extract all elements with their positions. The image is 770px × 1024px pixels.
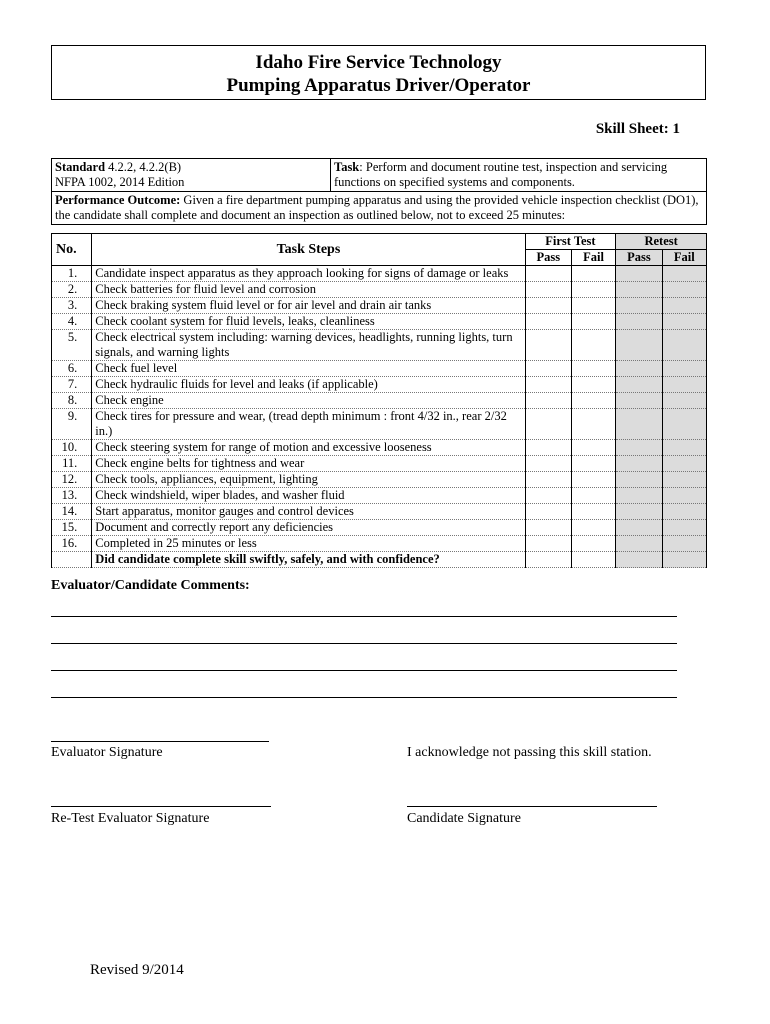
first-fail-cell[interactable] — [571, 520, 615, 536]
task-step: Check engine — [92, 393, 525, 409]
table-row — [52, 377, 707, 393]
title-box — [51, 45, 706, 100]
evaluator-signature-label: Evaluator Signature — [51, 745, 163, 760]
col-no-header: No. — [52, 234, 92, 266]
task-number: 9. — [52, 409, 92, 440]
task-number: 10. — [52, 440, 92, 456]
retest-fail-cell[interactable] — [662, 472, 706, 488]
first-pass-header: Pass — [525, 250, 571, 266]
task-label: Task — [334, 160, 360, 174]
comment-line[interactable] — [51, 616, 677, 617]
first-pass-cell[interactable] — [525, 361, 571, 377]
first-fail-cell[interactable] — [571, 409, 615, 440]
task-number: 7. — [52, 377, 92, 393]
retest-pass-cell[interactable] — [616, 330, 662, 361]
task-step: Check hydraulic fluids for level and leaks (if applicable) — [92, 377, 525, 393]
first-pass-cell[interactable] — [525, 520, 571, 536]
table-row — [52, 361, 707, 377]
first-fail-cell[interactable] — [571, 552, 615, 568]
task-number: 2. — [52, 282, 92, 298]
first-fail-cell[interactable] — [571, 314, 615, 330]
retest-pass-cell[interactable] — [616, 536, 662, 552]
outcome-value: Given a fire department pumping apparatus and using the provided vehicle inspection checklist (DO1), the candidate shall complete and document an inspection as outlined below, not to exceed 25 minutes: — [55, 193, 699, 222]
task-number: 15. — [52, 520, 92, 536]
retest-evaluator-signature-line[interactable] — [51, 806, 271, 807]
candidate-signature-label: Candidate Signature — [407, 811, 521, 826]
retest-pass-cell[interactable] — [616, 456, 662, 472]
table-row — [52, 488, 707, 504]
first-test-header: First Test — [525, 234, 616, 250]
task-number: 11. — [52, 456, 92, 472]
retest-pass-cell[interactable] — [616, 298, 662, 314]
table-row — [52, 393, 707, 409]
task-step: Check coolant system for fluid levels, leaks, cleanliness — [92, 314, 525, 330]
retest-fail-cell[interactable] — [662, 488, 706, 504]
comments-label: Evaluator/Candidate Comments: — [51, 578, 250, 593]
table-row — [52, 314, 707, 330]
table-row — [52, 440, 707, 456]
nfpa-edition: NFPA 1002, 2014 Edition — [55, 175, 185, 189]
retest-fail-cell[interactable] — [662, 282, 706, 298]
table-row — [52, 472, 707, 488]
first-pass-cell[interactable] — [525, 552, 571, 568]
first-fail-cell[interactable] — [571, 440, 615, 456]
first-pass-cell[interactable] — [525, 330, 571, 361]
retest-pass-cell[interactable] — [616, 377, 662, 393]
retest-pass-cell[interactable] — [616, 440, 662, 456]
standard-value: 4.2.2, 4.2.2(B) — [105, 160, 182, 174]
retest-fail-cell[interactable] — [662, 377, 706, 393]
first-fail-cell[interactable] — [571, 504, 615, 520]
retest-fail-cell[interactable] — [662, 361, 706, 377]
first-fail-cell[interactable] — [571, 266, 615, 282]
performance-outcome-cell — [52, 192, 707, 225]
task-number: 1. — [52, 266, 92, 282]
task-number: 3. — [52, 298, 92, 314]
first-fail-cell[interactable] — [571, 361, 615, 377]
first-pass-cell[interactable] — [525, 377, 571, 393]
final-question: Did candidate complete skill swiftly, safely, and with confidence? — [92, 552, 525, 568]
retest-fail-cell[interactable] — [662, 266, 706, 282]
task-step: Check steering system for range of motion and excessive looseness — [92, 440, 525, 456]
task-step: Check tires for pressure and wear, (tread depth minimum : front 4/32 in., rear 2/32 in.) — [92, 409, 525, 440]
table-row — [52, 536, 707, 552]
evaluator-signature-line[interactable] — [51, 741, 269, 742]
task-steps-table — [51, 233, 707, 568]
col-steps-header: Task Steps — [92, 234, 525, 266]
outcome-label: Performance Outcome: — [55, 193, 181, 207]
retest-pass-cell[interactable] — [616, 488, 662, 504]
first-pass-cell[interactable] — [525, 409, 571, 440]
retest-fail-header: Fail — [662, 250, 706, 266]
first-fail-cell[interactable] — [571, 472, 615, 488]
retest-fail-cell[interactable] — [662, 536, 706, 552]
first-fail-cell[interactable] — [571, 282, 615, 298]
task-number: 16. — [52, 536, 92, 552]
task-number: 6. — [52, 361, 92, 377]
table-row-final — [52, 552, 707, 568]
first-pass-cell[interactable] — [525, 266, 571, 282]
retest-header: Retest — [616, 234, 707, 250]
task-number: 4. — [52, 314, 92, 330]
first-pass-cell[interactable] — [525, 456, 571, 472]
first-fail-cell[interactable] — [571, 536, 615, 552]
candidate-signature-line[interactable] — [407, 806, 657, 807]
comment-line[interactable] — [51, 697, 677, 698]
task-number: 12. — [52, 472, 92, 488]
table-row — [52, 409, 707, 440]
revision-date: Revised 9/2014 — [90, 962, 184, 978]
retest-pass-cell[interactable] — [616, 520, 662, 536]
table-row — [52, 456, 707, 472]
task-number: 13. — [52, 488, 92, 504]
first-pass-cell[interactable] — [525, 298, 571, 314]
first-fail-header: Fail — [571, 250, 615, 266]
retest-evaluator-signature-label: Re-Test Evaluator Signature — [51, 811, 210, 826]
task-step: Check tools, appliances, equipment, lighting — [92, 472, 525, 488]
task-step: Check electrical system including: warning devices, headlights, running lights, turn signals, and warning lights — [92, 330, 525, 361]
first-fail-cell[interactable] — [571, 330, 615, 361]
task-number: 8. — [52, 393, 92, 409]
retest-pass-cell[interactable] — [616, 266, 662, 282]
task-step: Document and correctly report any deficiencies — [92, 520, 525, 536]
retest-fail-cell[interactable] — [662, 393, 706, 409]
comment-line[interactable] — [51, 670, 677, 671]
retest-fail-cell[interactable] — [662, 314, 706, 330]
retest-fail-cell[interactable] — [662, 552, 706, 568]
first-fail-cell[interactable] — [571, 298, 615, 314]
first-pass-cell[interactable] — [525, 488, 571, 504]
task-number-empty — [52, 552, 92, 568]
retest-pass-cell[interactable] — [616, 472, 662, 488]
retest-fail-cell[interactable] — [662, 456, 706, 472]
retest-fail-cell[interactable] — [662, 440, 706, 456]
table-row — [52, 298, 707, 314]
first-pass-cell[interactable] — [525, 472, 571, 488]
retest-pass-cell[interactable] — [616, 282, 662, 298]
first-fail-cell[interactable] — [571, 393, 615, 409]
first-fail-cell[interactable] — [571, 456, 615, 472]
task-step: Completed in 25 minutes or less — [92, 536, 525, 552]
retest-pass-header: Pass — [616, 250, 662, 266]
retest-pass-cell[interactable] — [616, 314, 662, 330]
first-pass-cell[interactable] — [525, 314, 571, 330]
task-cell — [331, 159, 707, 192]
first-pass-cell[interactable] — [525, 393, 571, 409]
standard-cell — [52, 159, 331, 192]
retest-fail-cell[interactable] — [662, 504, 706, 520]
acknowledge-text: I acknowledge not passing this skill station. — [407, 745, 652, 760]
task-step: Check windshield, wiper blades, and washer fluid — [92, 488, 525, 504]
table-row — [52, 520, 707, 536]
table-row — [52, 504, 707, 520]
task-number: 5. — [52, 330, 92, 361]
first-pass-cell[interactable] — [525, 282, 571, 298]
table-row — [52, 266, 707, 282]
task-step: Start apparatus, monitor gauges and control devices — [92, 504, 525, 520]
page-subtitle: Pumping Apparatus Driver/Operator — [226, 75, 531, 96]
first-pass-cell[interactable] — [525, 440, 571, 456]
first-pass-cell[interactable] — [525, 536, 571, 552]
retest-pass-cell[interactable] — [616, 393, 662, 409]
info-table — [51, 158, 707, 225]
retest-pass-cell[interactable] — [616, 361, 662, 377]
standard-label: Standard — [55, 160, 106, 174]
page-title: Idaho Fire Service Technology — [255, 52, 502, 73]
retest-pass-cell[interactable] — [616, 409, 662, 440]
retest-fail-cell[interactable] — [662, 330, 706, 361]
table-row — [52, 330, 707, 361]
skill-sheet-number: Skill Sheet: 1 — [595, 121, 680, 137]
task-number: 14. — [52, 504, 92, 520]
first-fail-cell[interactable] — [571, 377, 615, 393]
comment-line[interactable] — [51, 643, 677, 644]
retest-fail-cell[interactable] — [662, 520, 706, 536]
retest-pass-cell[interactable] — [616, 504, 662, 520]
table-row — [52, 282, 707, 298]
task-step: Check batteries for fluid level and corrosion — [92, 282, 525, 298]
task-step: Check braking system fluid level or for air level and drain air tanks — [92, 298, 525, 314]
task-step: Candidate inspect apparatus as they approach looking for signs of damage or leaks — [92, 266, 525, 282]
first-pass-cell[interactable] — [525, 504, 571, 520]
retest-fail-cell[interactable] — [662, 298, 706, 314]
task-value: : Perform and document routine test, inspection and servicing functions on specified systems and components. — [334, 160, 668, 189]
retest-fail-cell[interactable] — [662, 409, 706, 440]
task-step: Check fuel level — [92, 361, 525, 377]
task-step: Check engine belts for tightness and wear — [92, 456, 525, 472]
retest-pass-cell[interactable] — [616, 552, 662, 568]
first-fail-cell[interactable] — [571, 488, 615, 504]
